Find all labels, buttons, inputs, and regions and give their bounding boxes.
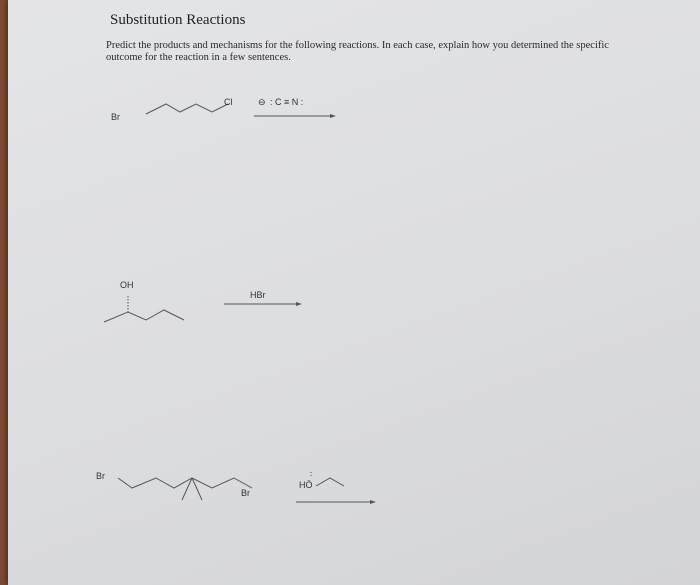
reaction-2-hbr-reagent: HBr bbox=[250, 290, 266, 300]
reaction-1-br-label: Br bbox=[111, 112, 120, 122]
reaction-3-br-label-bottom: Br bbox=[241, 488, 250, 498]
reaction-1-cl-label: Cl bbox=[224, 97, 233, 107]
reaction-3-carbon-chain bbox=[118, 478, 252, 488]
reaction-3-lone-pair-dots: ∶ bbox=[310, 470, 313, 479]
reaction-1-cyanide-charge: ⊖ bbox=[258, 97, 266, 107]
reaction-3-hydroxide-reagent: HÖ bbox=[299, 480, 313, 490]
reaction-1-cyanide-reagent: : C ≡ N : bbox=[270, 97, 304, 107]
reaction-3-br-label-left: Br bbox=[96, 471, 105, 481]
worksheet-page bbox=[8, 0, 700, 585]
reaction-2-oh-label: OH bbox=[120, 280, 134, 290]
reaction-3-hydroxide-chain bbox=[316, 478, 344, 486]
reaction-3-methyl-branch-2 bbox=[192, 478, 202, 500]
reaction-3-arrowhead bbox=[370, 500, 376, 504]
instructions-text: Predict the products and mechanisms for the following reactions. In each case, explain how you determined the specific outcome for the reaction in a few sentences. bbox=[106, 40, 609, 63]
reaction-3-structure bbox=[8, 0, 700, 585]
page-title: Substitution Reactions bbox=[110, 12, 246, 28]
